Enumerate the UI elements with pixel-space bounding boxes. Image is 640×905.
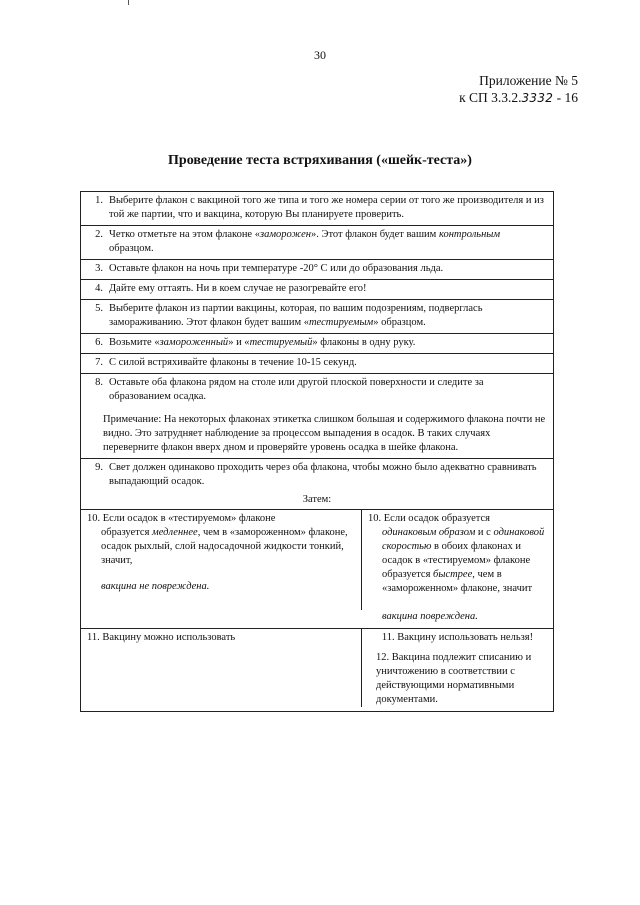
outcome-body <box>368 526 547 624</box>
step-8 <box>81 374 553 459</box>
text-part: ». Этот флакон будет вашим <box>311 229 439 240</box>
page-number: 30 <box>314 48 326 62</box>
outcome-damaged <box>362 510 553 628</box>
step-number: 9. <box>95 462 103 473</box>
result-usable <box>81 629 362 707</box>
appendix-line-1: Приложение № 5 <box>479 73 578 88</box>
text-part: образцом. <box>109 243 154 254</box>
step-7 <box>81 354 553 374</box>
step-5 <box>81 300 553 334</box>
text-italic: тестируемым <box>308 317 374 328</box>
text-part: , чем в «замороженном» флаконе, осадок рыхлый, слой надосадочной жидкости тонкий, значит, <box>101 527 348 566</box>
step-number: 6. <box>95 337 103 348</box>
step-text <box>109 302 547 330</box>
step-6 <box>81 334 553 354</box>
result-usable-text: 11. Вакцину можно использовать <box>87 632 236 643</box>
step-number: 1. <box>95 195 103 206</box>
step-text <box>109 336 547 350</box>
step-text: С силой встряхивайте флаконы в течение 10-15 секунд. <box>109 357 357 368</box>
outcome-body <box>87 526 355 594</box>
verdict-damaged: вакцина повреждена. <box>382 611 478 622</box>
outcome-lead: 10. Если осадок образуется <box>368 513 490 524</box>
step-number: 3. <box>95 263 103 274</box>
verdict-not-damaged: вакцина не повреждена. <box>101 581 210 592</box>
step-text: Выберите флакон с вакциной того же типа и того же номера серии от того же производителя и из той же партии, что и вакцина, которую Вы планируете проверить. <box>109 195 544 220</box>
text-italic: быстрее <box>433 569 473 580</box>
text-italic: одинаковым образом <box>382 527 476 538</box>
document-title: Проведение теста встряхивания («шейк-теста») <box>168 153 472 168</box>
text-part: в обоих флаконах и осадок в «тестируемом» флаконе образуется <box>382 541 531 580</box>
step-number: 8. <box>95 377 103 388</box>
text-part: Возьмите « <box>109 337 160 348</box>
step-2 <box>81 226 553 260</box>
outcome-row-10 <box>81 510 553 629</box>
step-text: Оставьте оба флакона рядом на столе или другой плоской поверхности и следите за образованием осадка. <box>109 377 484 402</box>
step-number: 4. <box>95 283 103 294</box>
text-italic: заморожен <box>259 229 312 240</box>
step-text: Оставьте флакон на ночь при температуре -20° С или до образования льда. <box>109 263 444 274</box>
step-text: Свет должен одинаково проходить через оба флакона, чтобы можно было адекватно сравнивать выпадающий осадок. <box>109 462 537 487</box>
text-italic: контрольным <box>438 229 501 240</box>
appendix-suffix: - 16 <box>553 90 578 105</box>
step-text: Дайте ему оттаять. Ни в коем случае не разогревайте его! <box>109 283 367 294</box>
text-part: Выберите флакон из партии вакцины, которая, по вашим подозрениям, подверглась замораживанию. Этот флакон будет вашим « <box>109 303 483 328</box>
text-part: и с <box>475 527 494 538</box>
text-italic: тестируемый <box>249 337 313 348</box>
step-number: 7. <box>95 357 103 368</box>
result-unusable <box>362 629 553 711</box>
steps-table <box>80 191 554 712</box>
step-number: 2. <box>95 229 103 240</box>
appendix-prefix: к СП 3.3.2. <box>459 90 522 105</box>
text-part: , чем в «замороженном» флаконе, значит <box>382 569 533 594</box>
then-label: Затем: <box>81 492 553 510</box>
text-part: » и « <box>228 337 250 348</box>
appendix-line-2 <box>459 89 578 107</box>
outcome-not-damaged <box>81 510 362 610</box>
text-part: образуется <box>101 527 153 538</box>
text-italic: одинаковой скоростью <box>382 527 545 552</box>
disposal-text: 12. Вакцина подлежит списанию и уничтожению в соответствии с действующими нормативными документами. <box>376 652 532 705</box>
step-8-note: Примечание: На некоторых флаконах этикетка слишком большая и содержимого флакона почти не видно. Это затрудняет наблюдение за процессом выпадения в осадок. В таких случаях переверните флакон вверх дном и проверяйте уровень осадка в шейке флакона. <box>103 414 546 453</box>
result-unusable-text: 11. Вакцину использовать нельзя! <box>381 632 534 643</box>
handwritten-number: 3332 <box>521 91 554 105</box>
text-part: » флаконы в одну руку. <box>312 337 416 348</box>
step-1 <box>81 192 553 226</box>
text-italic: медленнее <box>152 527 198 538</box>
step-9 <box>81 459 553 492</box>
scan-mark <box>128 0 129 5</box>
outcome-row-11 <box>81 629 553 711</box>
text-part: » образцом. <box>373 317 426 328</box>
outcome-lead: 10. Если осадок в «тестируемом» флаконе <box>87 513 276 524</box>
step-text <box>109 228 547 256</box>
step-number: 5. <box>95 303 103 314</box>
step-4 <box>81 280 553 300</box>
text-part: Четко отметьте на этом флаконе « <box>109 229 260 240</box>
step-3 <box>81 260 553 280</box>
text-italic: замороженный <box>159 337 229 348</box>
appendix-header <box>459 72 578 107</box>
